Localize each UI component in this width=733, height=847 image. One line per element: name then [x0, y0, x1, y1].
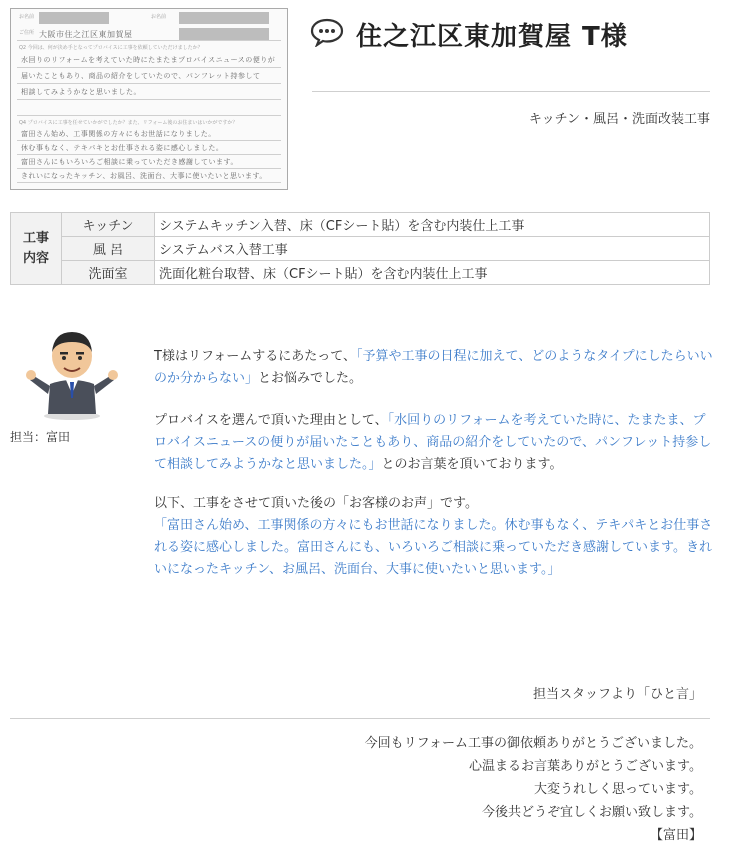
comment-line: 大変うれしく思っています。 — [534, 782, 702, 797]
scan-answer-4-line1: 富田さん始め、工事関係の方々にもお世話になりました。 — [21, 130, 216, 138]
title-divider — [312, 91, 710, 92]
comment-line: 今後共どうぞ宜しくお願い致します。 — [482, 805, 702, 820]
work-category: 風 呂 — [62, 237, 155, 261]
customer-quote: 「水回りのリフォームを考えていた時に、たまたま、プロバイスニュースの便りが届いたこともあり、商品の紹介をしていたので、パンフレット持参して相談してみようかなと思いました。」 — [154, 413, 712, 472]
work-content-table — [10, 212, 710, 285]
scan-address-label: ご住所 — [19, 30, 35, 36]
redacted-field — [179, 12, 269, 24]
speech-bubble-icon — [310, 17, 344, 51]
paragraph-3: 以下、工事をさせて頂いた後の「お客様のお声」です。 「富田さん始め、工事関係の方々にもお世話になりました。休む事もなく、テキパキとお仕事される姿に感心しました。富田さんにも、いろいろご相談に乗っていただき感謝しています。きれいになったキッチン、お風呂、洗面台、大事に使いたいと思います。」 — [154, 493, 714, 581]
staff-label: 担当：富田 — [10, 430, 71, 444]
scan-answer-2-line2: 届いたこともあり、商品の紹介をしていたので、パンフレット持参して — [21, 72, 261, 80]
work-detail: システムバス入替工事 — [155, 237, 710, 261]
table-row — [11, 213, 710, 237]
staff-avatar — [22, 322, 122, 422]
work-content-header: 工事 内容 — [11, 213, 62, 285]
scan-answer-2-line1: 水回りのリフォームを考えていた時にたまたまプロバイスニュースの便りが — [21, 56, 276, 64]
questionnaire-scan — [10, 8, 288, 190]
redacted-field — [39, 12, 109, 24]
work-category: キッチン — [62, 213, 155, 237]
page-title: 住之江区東加賀屋 T様 — [356, 21, 628, 52]
table-row — [11, 261, 710, 285]
staff-comment — [365, 732, 702, 847]
scan-answer-4-line4: きれいになったキッチン、お風呂、洗面台、大事に使いたいと思います。 — [21, 172, 267, 180]
scan-name-label: お名前 — [19, 14, 35, 20]
scan-question-4: Q4 プロバイスに工事を任せていかがでしたか？また、リフォーム後のお住まいはいかがですか？ — [19, 120, 238, 126]
work-category: 洗面室 — [62, 261, 155, 285]
table-row — [11, 237, 710, 261]
comment-divider — [10, 718, 710, 719]
customer-quote: 「予算や工事の日程に加えて、どのようなタイプにしたらいいのか分からない」 — [154, 349, 713, 386]
comment-signature: 【富田】 — [649, 828, 702, 843]
scan-handwritten-address: 大阪市住之江区東加賀屋 — [39, 30, 133, 39]
work-detail: 洗面化粧台取替、床（CFシート貼）を含む内装仕上工事 — [155, 261, 710, 285]
paragraph-1: T様はリフォームするにあたって、「予算や工事の日程に加えて、どのようなタイプにしたらいいのか分からない」とお悩みでした。 — [154, 349, 713, 386]
scan-answer-2-line3: 相談してみようかなと思いました。 — [21, 88, 141, 96]
page-header — [310, 14, 628, 54]
comment-line: 心温まるお言葉ありがとうございます。 — [469, 759, 702, 774]
work-detail: システムキッチン入替、床（CFシート貼）を含む内装仕上工事 — [155, 213, 710, 237]
redacted-field — [179, 28, 269, 40]
page-subtitle: キッチン・風呂・洗面改装工事 — [528, 112, 710, 127]
scan-name-label-2: お名前 — [151, 14, 167, 20]
scan-answer-4-line2: 休む事もなく、テキパキとお仕事される姿に感心しました。 — [21, 144, 224, 152]
customer-voice-quote: 「富田さん始め、工事関係の方々にもお世話になりました。休む事もなく、テキパキとお仕事される姿に感心しました。富田さんにも、いろいろご相談に乗っていただき感謝しています。きれいになったキッチン、お風呂、洗面台、大事に使いたいと思います。」 — [154, 518, 713, 577]
staff-comment-heading: 担当スタッフより「ひと言」 — [532, 687, 702, 702]
scan-question-2: Q2 今回は、何が決め手となってプロバイスに工事を依頼していただけましたか？ — [19, 45, 203, 51]
comment-line: 今回もリフォーム工事の御依頼ありがとうございました。 — [364, 736, 702, 751]
scan-answer-4-line3: 富田さんにもいろいろご相談に乗っていただき感謝しています。 — [21, 158, 238, 166]
paragraph-2: プロバイスを選んで頂いた理由として、「水回りのリフォームを考えていた時に、たまたま、プロバイスニュースの便りが届いたこともあり、商品の紹介をしていたので、パンフレット持参して相談してみようかなと思いました。」とのお言葉を頂いております。 — [154, 413, 712, 472]
